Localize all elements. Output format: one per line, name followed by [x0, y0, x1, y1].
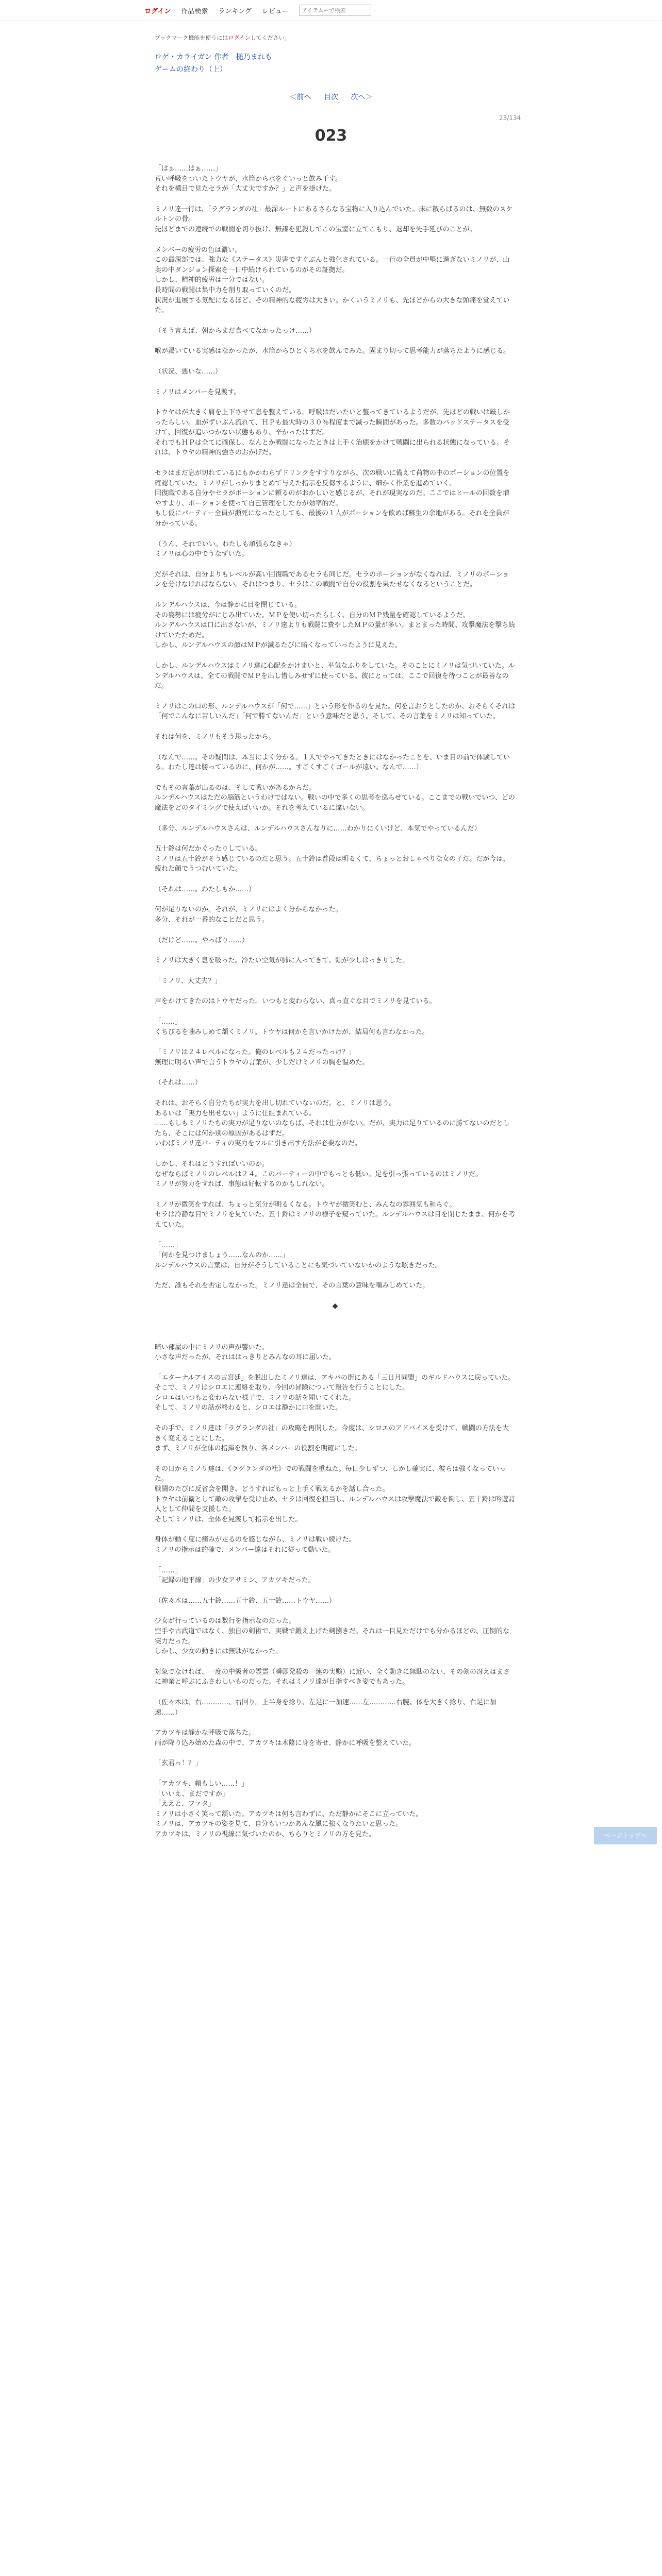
paragraph: 「……」 くちびるを噛みしめて頷くミノリ。トウヤは何かを言いかけたが、結局何も言わなかった。	[155, 1018, 429, 1036]
prev-link[interactable]: ＜前へ	[289, 93, 311, 101]
paragraph: 何が足りないのか。それが、ミノリにはよく分からなかった。 多分、それが一番的なことだと思う。	[155, 906, 342, 924]
paragraph: だがそれは、自分よりもレベルが高い回復職であるセラも同じだ。セラのポーションがなくなれば、ミノリのポーションを分けなければならない。それはつまり、セラはこの戦闘で自分の役割を果たせなくなるということだ。	[155, 570, 509, 589]
paragraph: 少女が行っているのは数行を指示なのだった。 空手や古武道ではなく、独自の剣術で、実戦で鍛え上げた剣捌きだ。それは一目見ただけでも分かるほどの、圧倒的な実力だった。 しかし、少女の動きには無駄がなかった。	[155, 1617, 509, 1656]
next-link[interactable]: 次へ＞	[351, 93, 373, 101]
works-search-link[interactable]: 作品検索	[181, 7, 208, 15]
paragraph: トウヤはが大きく肩を上下させて息を整えている。呼吸はだいたいと整ってきているようだが、先ほどの戦いは厳しかったらしい。血がずいぶん流れて、ＨＰも最大時の３０％程度まで減った瞬間があった。多数のバッドステータスを受けて、回復が追いつかない状態もあり、辛かったはずだ。 それでもＨＰは全てに確保し、なんとか戦闘になったときは上手く治癒をかけて戦闘に出られる状態になっている。それは、トウヤの精神的強さのおかげだ。	[155, 409, 510, 457]
top-nav-inner	[144, 4, 371, 16]
toc-link[interactable]: 目次	[324, 93, 338, 101]
paragraph: セラはまだ息が切れているにもかかわらずドリンクをすすりながら、次の戦いに備えて荷物の中のポーションの位置を確認していた。ミノリがしっかりまとめて与えた指示を反芻するように、細かく作業を進めていく。 回復職である自分やセラがポーションに頼るのがおかしいと感じるが、それが現実なのだ。ここではヒールの回数を増やすより、ポーションを使って自己管理をした方が効率的だ。 もし仮にパーティー全員が瀕死になったとしても、最後の１人がポーションを飲めば蘇生の余地がある。それを全員が分かっている。	[155, 469, 510, 528]
chapter-pager	[0, 92, 662, 102]
paragraph: 「アカツキ、頼もしい……！」 「いいえ、まだですか」 「ええと、ファタ」 ミノリは小さく笑って頷いた。アカツキは何も言わずに、ただ静かにそこに立っていた。 ミノリは、アカツキの姿を見て、自分もいつかあんな風に強くなりたいと思った。 アカツキは、ミノリの視線に気づいたのか、ちらりとミノリの方を見た。	[155, 1780, 423, 1838]
paragraph: ミノリ達一行は、「ラグランダの社」最深ルートにあるさらなる宝物に入り込んでいた。床に散らばるのは、無数のスケルトンの骨。 先ほどまでの連続での戦闘を切り抜け、無謀を犯殺してこの宝室に立てこもり、退却を先手延びのことが。	[155, 205, 513, 233]
paragraph: でもその言葉が出るのは、そして戦いがあるからだ。 ルンデルハウスはただの脳筋というわけではない。戦いの中で多くの思考を巡らせている。ここまでの戦いでいつ、どの魔法をどのタイミングで使えばいいか。それを考えているに違いない。	[155, 784, 515, 812]
chapter-body	[155, 164, 516, 1850]
top-nav-bar	[0, 0, 662, 21]
paragraph: ミノリが微笑をすれば、ちょっと気分が明るくなる。トウヤが微笑むと、みんなの雰囲気も和らぐ。 セラは冷静な目でミノリを見ていた。五十鈴はミノリの様子を窺っていた。ルンデルハウスは目を閉じたまま、何かを考えていた。	[155, 1200, 515, 1229]
paragraph: （多分、ルンデルハウスさんは、ルンデルハウスさんなりに……わかりにくいけど、本気でやっているんだ）	[155, 824, 481, 833]
search-input[interactable]	[299, 5, 371, 16]
paragraph: その日からミノリ達は、《ラグランダの社》での戦闘を重ねた。毎日少しずつ、しかし確実に、彼らは強くなっていった。 戦闘のたびに反省会を開き、どうすればもっと上手く戦えるかを話し合った。 トウヤは前衛として敵の攻撃を受け止め、セラは回復を担当し、ルンデルハウスは攻撃魔法で敵を倒し、五十鈴は吟遊詩人として仲間を支援した。 そしてミノリは、全体を見渡して指示を出した。	[155, 1465, 516, 1523]
series-subtitle-link[interactable]: ゲームの終わり（上）	[155, 65, 227, 74]
paragraph: 暗い部屋の中にミノリの声が響いた。 小さな声だったが、それははっきりとみんなの耳に届いた。	[155, 1343, 336, 1362]
page-count: 23/134	[499, 114, 521, 122]
paragraph: 「……」 「記録の地平線」の少女アサミン、アカツキだった。	[155, 1566, 315, 1585]
paragraph: （なんで……。その疑問は、本当によく分かる。１人でやってきたときにはなかったことを、いま目の前で体験している。わたし達は勝っているのに、何かが……。すごくすごくゴールが遠い。なんで……）	[155, 753, 510, 772]
page-top-button[interactable]: ページトップへ	[594, 1827, 657, 1844]
paragraph: （うん、それでいい。わたしも頑張らなきゃ） ミノリは心の中でうなずいた。	[155, 540, 296, 558]
paragraph: それは何を、ミノリもそう思ったから。	[155, 733, 275, 741]
paragraph: しかし、ルンデルハウスはミノリ達に心配をかけまいと、平気なふりをしていた。そのことにミノリは気づいていた。ルンデルハウスは、全ての戦闘でＭＰを出し惜しみせずに使っている。彼にとっては、ここで回復を待つことが最善なのだ。	[155, 662, 515, 690]
paragraph: しかし、それはどうすればいいのか。 なぜならばミノリのレベルは２４。このパーティーの中でもっとも低い。足を引っ張っているのはミノリだ。 ミノリが努力をすれば、事態は好転するのかもしれない。	[155, 1160, 482, 1189]
paragraph: 「エターナルアイスの古宮廷」を脱出したミノリ達は、アキバの街にある「三日月同盟」のギルドハウスに戻っていた。そこで、ミノリはシロエに連絡を取り、今回の冒険について報告を行うことにした。 シロエはいつもと変わらない様子で、ミノリの話を聞いてくれた。 そして、ミノリの話が終わると、シロエは静かに口を開いた。	[155, 1374, 515, 1412]
paragraph: ミノリはメンバーを見渡す。	[155, 388, 241, 396]
paragraph: それは、おそらく自分たちが実力を出し切れていないのだ。と、ミノリは思う。 あるいは「実力を出せない」ように仕組まれている。 ……もしもミノリたちの実力が足りないのならば、それは仕方がない。だが、実力は足りているのに勝てないのだとしたら、そこには何か別の原因があるはずだ。 いわばミノリ達パーティの実力をフルに引き出す方法が必要なのだ。	[155, 1099, 510, 1148]
paragraph: （それは……。わたしもか……）	[155, 885, 256, 893]
paragraph: （それは……）	[155, 1079, 202, 1087]
paragraph: 対象でなければ、一度の中級者の霊霊（瞬即発殺の一連の実験）に近い、全く動きに無駄のない、その剣の冴えはまさに神業と呼ぶにふさわしいものだった。それはミノリ達が目指すべき姿でもあった。	[155, 1668, 510, 1686]
paragraph: アカツキは静かな呼吸で落ちた。 雨が降り込み始めた森の中で、アカツキは木陰に身を寄せ、静かに呼吸を整えていた。	[155, 1729, 416, 1747]
ranking-link[interactable]: ランキング	[218, 7, 252, 15]
notice-suffix: してください。	[250, 35, 290, 41]
paragraph: （状況、悪いな……）	[155, 367, 222, 376]
paragraph: その手で、ミノリ達は「ラグランダの社」の攻略を再開した。今度は、シロエのアドバイスを受けて、戦闘の方法を大きく変えることにした。 まず、ミノリが全体の指揮を執り、各メンバーの役割を明確にした。	[155, 1425, 509, 1453]
paragraph: （だけど……。やっぱり……）	[155, 936, 249, 944]
paragraph: 「はぁ……はぁ……」 荒い呼吸をついたトウヤが、水筒から水をぐいっと飲み干す。 それを横目で見たセラが「大丈夫ですか？」と声を掛けた。	[155, 165, 342, 193]
paragraph: 「……」 「何かを見つけましょう……なんのか……」 ルンデルハウスの言葉は、自分がそうしていることにも気づいていないかのような呟きだった。	[155, 1241, 442, 1269]
paragraph: ミノリは大きく息を吸った。冷たい空気が肺に入ってきて、頭が少しはっきりした。	[155, 957, 409, 965]
paragraph: 声をかけてきたのはトウヤだった。いつもと変わらない、真っ直ぐな目でミノリを見ている。	[155, 997, 436, 1006]
paragraph: ミノリはこの口の形、ルンデルハウスが「何で……」という形を作るのを見た。何を言おうとしたのか、おそらくそれは「何でこんなに苦しいんだ」「何で勝てないんだ」という意味だと思う。そして、その言葉をミノリは知っていた。	[155, 702, 516, 721]
login-link[interactable]: ログイン	[144, 7, 171, 15]
section-divider: ◆	[332, 1301, 338, 1310]
notice-login-link[interactable]: ログイン	[228, 35, 251, 41]
paragraph: （佐々木は……五十鈴……五十鈴、五十鈴……トウヤ……）	[155, 1597, 336, 1605]
paragraph: 「玄君っ！？」	[155, 1759, 202, 1768]
paragraph: ただ、誰もそれを否定しなかった。ミノリ達は全員で、その言葉の意味を噛みしめていた。	[155, 1282, 429, 1290]
chapter-title: 023	[315, 127, 347, 145]
paragraph: 「ミノリ、大丈夫？」	[155, 977, 221, 985]
paragraph: 「ミノリは２４レベルになった。俺のレベルも２４だったっけ？」 無理に明るい声で言うトウヤの言葉が、少しだけミノリの胸を温めた。	[155, 1048, 369, 1066]
bookmark-notice	[155, 33, 290, 42]
paragraph: （佐々木は、右…………、右回り。上半身を捻り、左足に一加速……左…………右腕、体を大きく捻り、右足に加速……）	[155, 1698, 497, 1717]
paragraph: 五十鈴は何だかぐったりしている。 ミノリは五十鈴がそう感じているのだと思う。五十鈴は普段は明るくて、ちょっとおしゃべりな女の子だ。だが今は、疲れた顔でうつむいていた。	[155, 845, 510, 873]
notice-prefix: ブックマーク機能を使うには	[155, 35, 228, 41]
series-title-link[interactable]: ロゲ・カライガン 作者 槌乃まれも	[155, 53, 272, 61]
paragraph: 身体が動く度に痛みが走るのを感じながら、ミノリは戦い続けた。 ミノリの指示は的確で、メンバー達はそれに従って動いた。	[155, 1536, 356, 1554]
paragraph: （そう言えば、朝からまだ食べてなかったっけ……）	[155, 327, 316, 335]
review-link[interactable]: レビュー	[262, 7, 289, 15]
paragraph: メンバーの疲労の色は濃い。 この最深部では、強力な《ステータス》災害ですぐぶんと強化されている。一行の全員が中堅に過ぎないミノリが、山奥の中ダンジョン探索を一日中続けられているのがその証拠だ。 しかし、精神的疲労は十分ではない。 長時間の戦闘は集中力を削り取っていくのだ。 状況が進展する気配になるほど、その精神的な疲労は大きい。かくいうミノリも、先ほどからの大きな頭痛を覚えていた。	[155, 246, 510, 315]
paragraph: ルンデルハウスは、今は静かに目を閉じている。 その姿勢には疲労がにじみ出ていた。ＭＰを使い切ったらしく、自分のＭＰ残量を確認しているようだ。 ルンデルハウスは口に出さないが、ミノリ達よりも戦闘に費やしたＭＰの量が多い。まとまった時間、攻撃魔法を撃ち続けていたためだ。 しかし、ルンデルハウスの顔はＭＰが減るたびに暗くなっていったように見えた。	[155, 601, 516, 650]
paragraph: 喉が渇いている実感はなかったが、水筒からひとくち水を飲んでみた。固まり切って思考能力が落ちたように感じる。	[155, 347, 510, 355]
